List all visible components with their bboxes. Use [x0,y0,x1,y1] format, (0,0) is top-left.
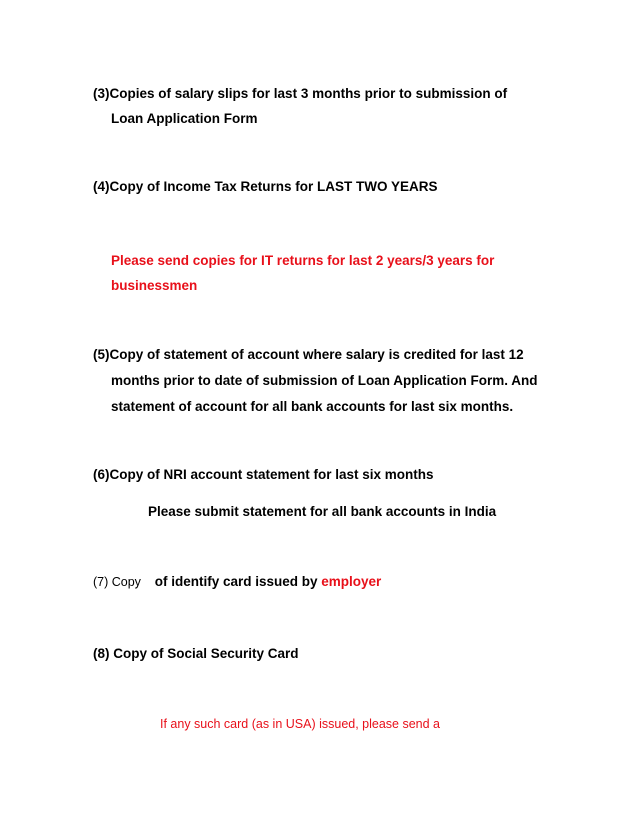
item-4-line-1: (4)Copy of Income Tax Returns for LAST TWO YEARS [93,179,438,194]
item-4-note-line-2: businessmen [111,278,198,293]
item-7-prefix: (7) Copy [93,575,141,589]
item-3-line-1: (3)Copies of salary slips for last 3 months prior to submission of [93,86,508,101]
item-3-line-2: Loan Application Form [111,111,258,126]
item-4-note-line-1: Please send copies for IT returns for last 2 years/3 years for [111,253,495,268]
item-7-main: of identify card issued by [154,574,318,589]
item-7-line [93,573,381,591]
item-7-highlight: employer [321,574,382,589]
item-6-note: Please submit statement for all bank accounts in India [148,504,497,519]
item-8-line-1: (8) Copy of Social Security Card [93,646,299,661]
item-5-line-3: statement of account for all bank accounts for last six months. [111,399,514,414]
item-8-note: If any such card (as in USA) issued, please send a [160,717,441,731]
item-6-line-1: (6)Copy of NRI account statement for last six months [93,467,434,482]
item-5-line-2: months prior to date of submission of Loan Application Form. And [111,373,538,388]
item-5-line-1: (5)Copy of statement of account where salary is credited for last 12 [93,347,524,362]
